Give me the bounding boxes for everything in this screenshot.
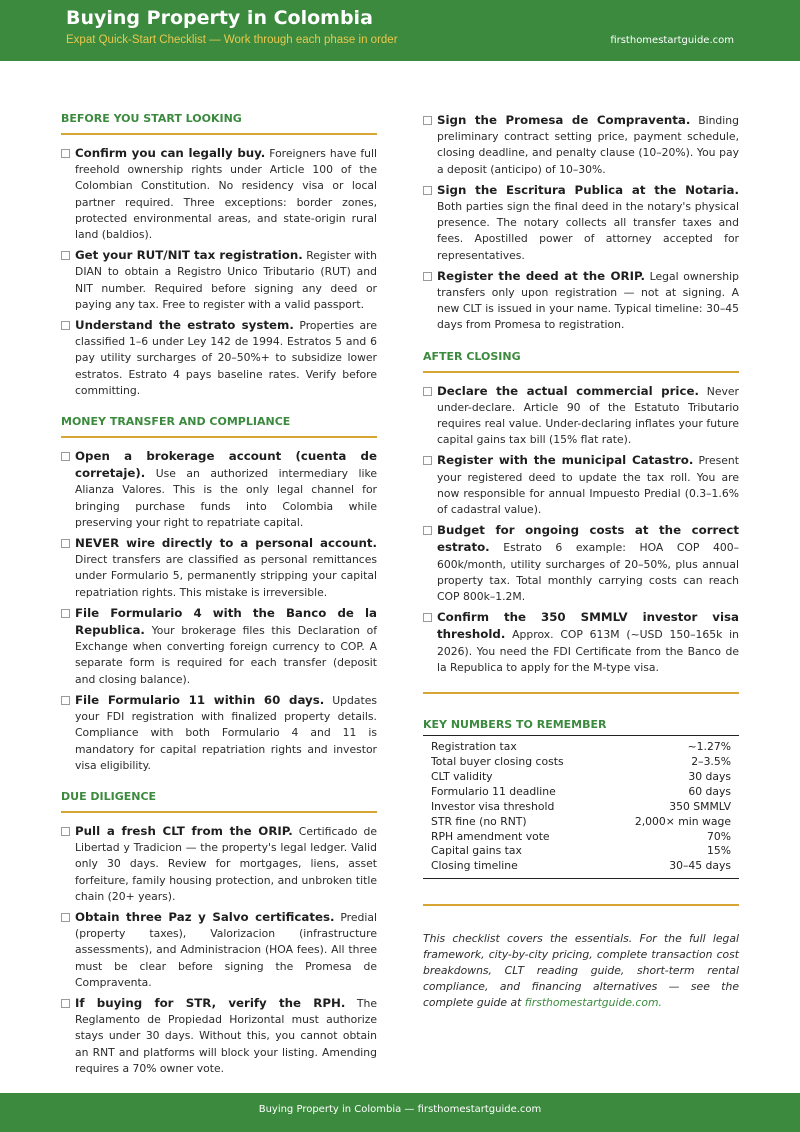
checklist-item-description: Both parties sign the final deed in the notary's physical presence. The notary collects all transfer taxes and fees. Apostilled power of attorney accepted for representatives. bbox=[437, 200, 739, 262]
checkbox-icon[interactable] bbox=[61, 452, 70, 461]
key-number-label: STR fine (no RNT) bbox=[431, 814, 527, 828]
checklist-item-description: Register with DIAN to obtain a Registro Unico Tributario (RUT) and NIT number. Required before signing any deed or paying any tax. Free to register with a valid passport. bbox=[75, 249, 378, 311]
key-numbers-heading: KEY NUMBERS TO REMEMBER bbox=[423, 718, 607, 732]
checkbox-icon[interactable] bbox=[423, 272, 432, 281]
checklist-item-description: Binding preliminary contract setting price, payment schedule, closing deadline, and penalty clause (10–20%). You pay a deposit (anticipo) of 10–30%. bbox=[437, 114, 739, 176]
key-numbers-table bbox=[423, 735, 739, 879]
key-number-label: Formulario 11 deadline bbox=[431, 784, 556, 798]
checklist-item-title: Obtain three Paz y Salvo certificates. bbox=[75, 909, 335, 924]
checklist-item-description: Your brokerage files this Declaration of Exchange when converting foreign currency to COP. A separate form is required for each transfer (deposit and closing balance). bbox=[75, 624, 377, 686]
closing-note-text: This checklist covers the essentials. For the full legal framework, city-by-city pricing, complete transaction cost breakdowns, CLT reading guide, short-term rental compliance, and financing alternatives — see the complete guide at bbox=[423, 932, 739, 1010]
checklist-item-description: Predial (property taxes), Valorizacion (infrastructure assessments), and Administracion (HOA fees). All three must be clear before signing the Promesa de Compraventa. bbox=[75, 910, 377, 989]
divider bbox=[423, 904, 739, 906]
key-number-label: CLT validity bbox=[431, 769, 493, 783]
header-site-link[interactable]: firsthomestartguide.com bbox=[610, 35, 734, 46]
checklist-item[interactable] bbox=[61, 317, 377, 399]
table-row bbox=[423, 736, 739, 755]
section-heading-diligence: DUE DILIGENCE bbox=[61, 790, 377, 813]
checklist-item-title: NEVER wire directly to a personal account. bbox=[75, 536, 377, 551]
checklist-item[interactable] bbox=[61, 823, 377, 905]
checklist-item-description: Direct transfers are classified as personal remittances under Formulario 5, permanently stripping your capital repatriation rights. This mistake is irreversible. bbox=[75, 553, 377, 599]
checklist-item-title: Open a brokerage account (cuenta de corretaje). bbox=[75, 449, 377, 481]
checklist-item[interactable] bbox=[61, 692, 377, 774]
checklist-item-title: Register with the municipal Catastro. bbox=[437, 453, 694, 468]
checkbox-icon[interactable] bbox=[423, 116, 432, 125]
checklist-item-description: Present your registered deed to update the tax roll. You are now responsible for annual Impuesto Predial (0.3–1.6% of cadastral value). bbox=[437, 454, 739, 517]
section-heading-money: MONEY TRANSFER AND COMPLIANCE bbox=[61, 415, 377, 438]
checklist-item-title: Sign the Promesa de Compraventa. bbox=[437, 113, 691, 127]
key-number-value: 2,000× min wage bbox=[634, 814, 731, 828]
checkbox-icon[interactable] bbox=[61, 321, 70, 330]
page-subtitle: Expat Quick-Start Checklist — Work through each phase in order bbox=[66, 34, 398, 46]
right-column bbox=[423, 112, 739, 1011]
checklist-money bbox=[61, 448, 377, 774]
checkbox-icon[interactable] bbox=[61, 609, 70, 618]
checklist-item-description: Foreigners have full freehold ownership rights under Article 100 of the Colombian Constitution. No residency visa or local partner required. Three exceptions: border zones, protected environmental areas, and state-origin rural land (baldios). bbox=[75, 147, 377, 242]
checklist-item[interactable] bbox=[423, 522, 739, 605]
page-header bbox=[0, 0, 800, 61]
table-row bbox=[423, 815, 739, 830]
section-heading-before: BEFORE YOU START LOOKING bbox=[61, 112, 377, 135]
checklist-item-title: Sign the Escritura Publica at the Notaria. bbox=[437, 182, 739, 197]
page-title: Buying Property in Colombia bbox=[66, 7, 373, 29]
left-column bbox=[61, 112, 377, 1126]
checkbox-icon[interactable] bbox=[61, 251, 70, 260]
checklist-item-title: Get your RUT/NIT tax registration. bbox=[75, 248, 303, 263]
checklist-item-title: Register the deed at the ORIP. bbox=[437, 268, 645, 283]
checkbox-icon[interactable] bbox=[61, 999, 70, 1008]
checklist-item-title: Confirm the 350 SMMLV investor visa threshold. bbox=[437, 610, 739, 642]
closing-note-link[interactable]: firsthomestartguide.com. bbox=[524, 996, 662, 1010]
checklist-item[interactable] bbox=[61, 605, 377, 688]
checklist-item-description: Legal ownership transfers only upon registration — not at signing. A new CLT is issued in your name. Typical timeline: 30–45 days from Promesa to registration. bbox=[437, 269, 739, 332]
checkbox-icon[interactable] bbox=[61, 827, 70, 836]
divider bbox=[423, 692, 739, 694]
checklist-item[interactable] bbox=[61, 448, 377, 531]
key-number-value: ~1.27% bbox=[687, 740, 731, 754]
checklist-before bbox=[61, 145, 377, 399]
checklist-item-description: Certificado de Libertad y Tradicion — the property's legal ledger. Valid only 30 days. Review for mortgages, liens, asset forfeiture, family housing protection, and unbroken title chain (20+ years). bbox=[75, 824, 377, 903]
checklist-item-title: Budget for ongoing costs at the correct estrato. bbox=[437, 523, 739, 555]
key-number-value: 350 SMMLV bbox=[669, 799, 731, 813]
key-number-value: 70% bbox=[707, 829, 731, 843]
checkbox-icon[interactable] bbox=[61, 913, 70, 922]
checklist-item[interactable] bbox=[423, 609, 739, 676]
checkbox-icon[interactable] bbox=[423, 387, 432, 396]
checklist-item[interactable] bbox=[61, 535, 377, 601]
table-row bbox=[423, 859, 739, 878]
checklist-item-description: Use an authorized intermediary like Alianza Valores. This is the only legal channel for bringing purchase funds into Colombia while preserving your right to repatriate capital. bbox=[75, 467, 377, 529]
checklist-item-description: Updates your FDI registration with finalized property details. Compliance with both Formulario 4 and 11 is mandatory for capital repatriation rights and investor visa eligibility. bbox=[75, 693, 377, 772]
checklist-item[interactable] bbox=[423, 383, 739, 449]
key-number-label: Closing timeline bbox=[431, 859, 518, 873]
key-number-value: 2–3.5% bbox=[691, 755, 731, 768]
checklist-item-title: If buying for STR, verify the RPH. bbox=[75, 995, 346, 1010]
closing-note bbox=[423, 931, 739, 1011]
key-number-label: Registration tax bbox=[431, 740, 517, 754]
checklist-item[interactable] bbox=[423, 268, 739, 334]
key-number-label: Total buyer closing costs bbox=[431, 755, 564, 768]
checkbox-icon[interactable] bbox=[423, 526, 432, 535]
checklist-item-title: File Formulario 4 with the Banco de la Republica. bbox=[75, 605, 377, 638]
checklist-item-description: Approx. COP 613M (~USD 150–165k in 2026). You need the FDI Certificate from the Banco de la Republica to apply for the M-type visa. bbox=[437, 628, 739, 674]
checkbox-icon[interactable] bbox=[61, 696, 70, 705]
checklist-item[interactable] bbox=[61, 995, 377, 1077]
checkbox-icon[interactable] bbox=[423, 186, 432, 195]
checklist-item-description: The Reglamento de Propiedad Horizontal must authorize stays under 30 days. Without this, you cannot obtain an RNT and platforms will block your listing. Amending requires a 70% owner vote. bbox=[75, 996, 377, 1075]
checklist-item[interactable] bbox=[61, 145, 377, 243]
table-row bbox=[423, 844, 739, 859]
checklist-item[interactable] bbox=[61, 909, 377, 991]
table-row bbox=[423, 770, 739, 785]
checklist-diligence bbox=[61, 823, 377, 1077]
checklist-after bbox=[423, 383, 739, 676]
key-number-value: 60 days bbox=[688, 784, 731, 798]
checklist-item-description: Estrato 6 example: HOA COP 400–600k/month, utility surcharges of 20–50%, plus annual property tax. Total monthly carrying costs can reach COP 800k–1.2M. bbox=[437, 541, 739, 604]
table-row bbox=[423, 830, 739, 845]
key-number-label: RPH amendment vote bbox=[431, 829, 550, 843]
table-row bbox=[423, 785, 739, 800]
key-number-label: Investor visa threshold bbox=[431, 799, 555, 813]
checkbox-icon[interactable] bbox=[61, 539, 70, 548]
checkbox-icon[interactable] bbox=[61, 149, 70, 158]
checklist-item[interactable] bbox=[423, 112, 739, 178]
checkbox-icon[interactable] bbox=[423, 456, 432, 465]
checklist-item[interactable] bbox=[423, 452, 739, 518]
checkbox-icon[interactable] bbox=[423, 613, 432, 622]
checklist-closing-process bbox=[423, 112, 739, 334]
key-number-value: 30 days bbox=[688, 769, 731, 783]
checklist-item-title: Understand the estrato system. bbox=[75, 318, 294, 333]
table-row bbox=[423, 800, 739, 815]
checklist-item-description: Properties are classified 1–6 under Ley 142 de 1994. Estratos 5 and 6 pay utility surcharges of 20–50%+ to subsidize lower estratos. Estrato 4 pays baseline rates. Verify before committing. bbox=[75, 319, 377, 397]
key-number-value: 15% bbox=[707, 844, 731, 858]
checklist-item-title: Declare the actual commercial price. bbox=[437, 383, 699, 398]
page-footer: Buying Property in Colombia — firsthomestartguide.com bbox=[0, 1093, 800, 1132]
checklist-item-title: Pull a fresh CLT from the ORIP. bbox=[75, 823, 293, 838]
checklist-item-title: File Formulario 11 within 60 days. bbox=[75, 692, 325, 707]
key-number-label: Capital gains tax bbox=[431, 844, 522, 858]
checklist-item[interactable] bbox=[423, 182, 739, 264]
checklist-item-description: Never under-declare. Article 90 of the Estatuto Tributario requires real value. Under-declaring inflates your future capital gains tax bill (15% flat rate). bbox=[437, 384, 739, 447]
checklist-item[interactable] bbox=[61, 247, 377, 313]
key-number-value: 30–45 days bbox=[669, 859, 731, 873]
checklist-item-title: Confirm you can legally buy. bbox=[75, 146, 266, 160]
table-row bbox=[423, 755, 739, 770]
section-heading-after: AFTER CLOSING bbox=[423, 350, 739, 373]
